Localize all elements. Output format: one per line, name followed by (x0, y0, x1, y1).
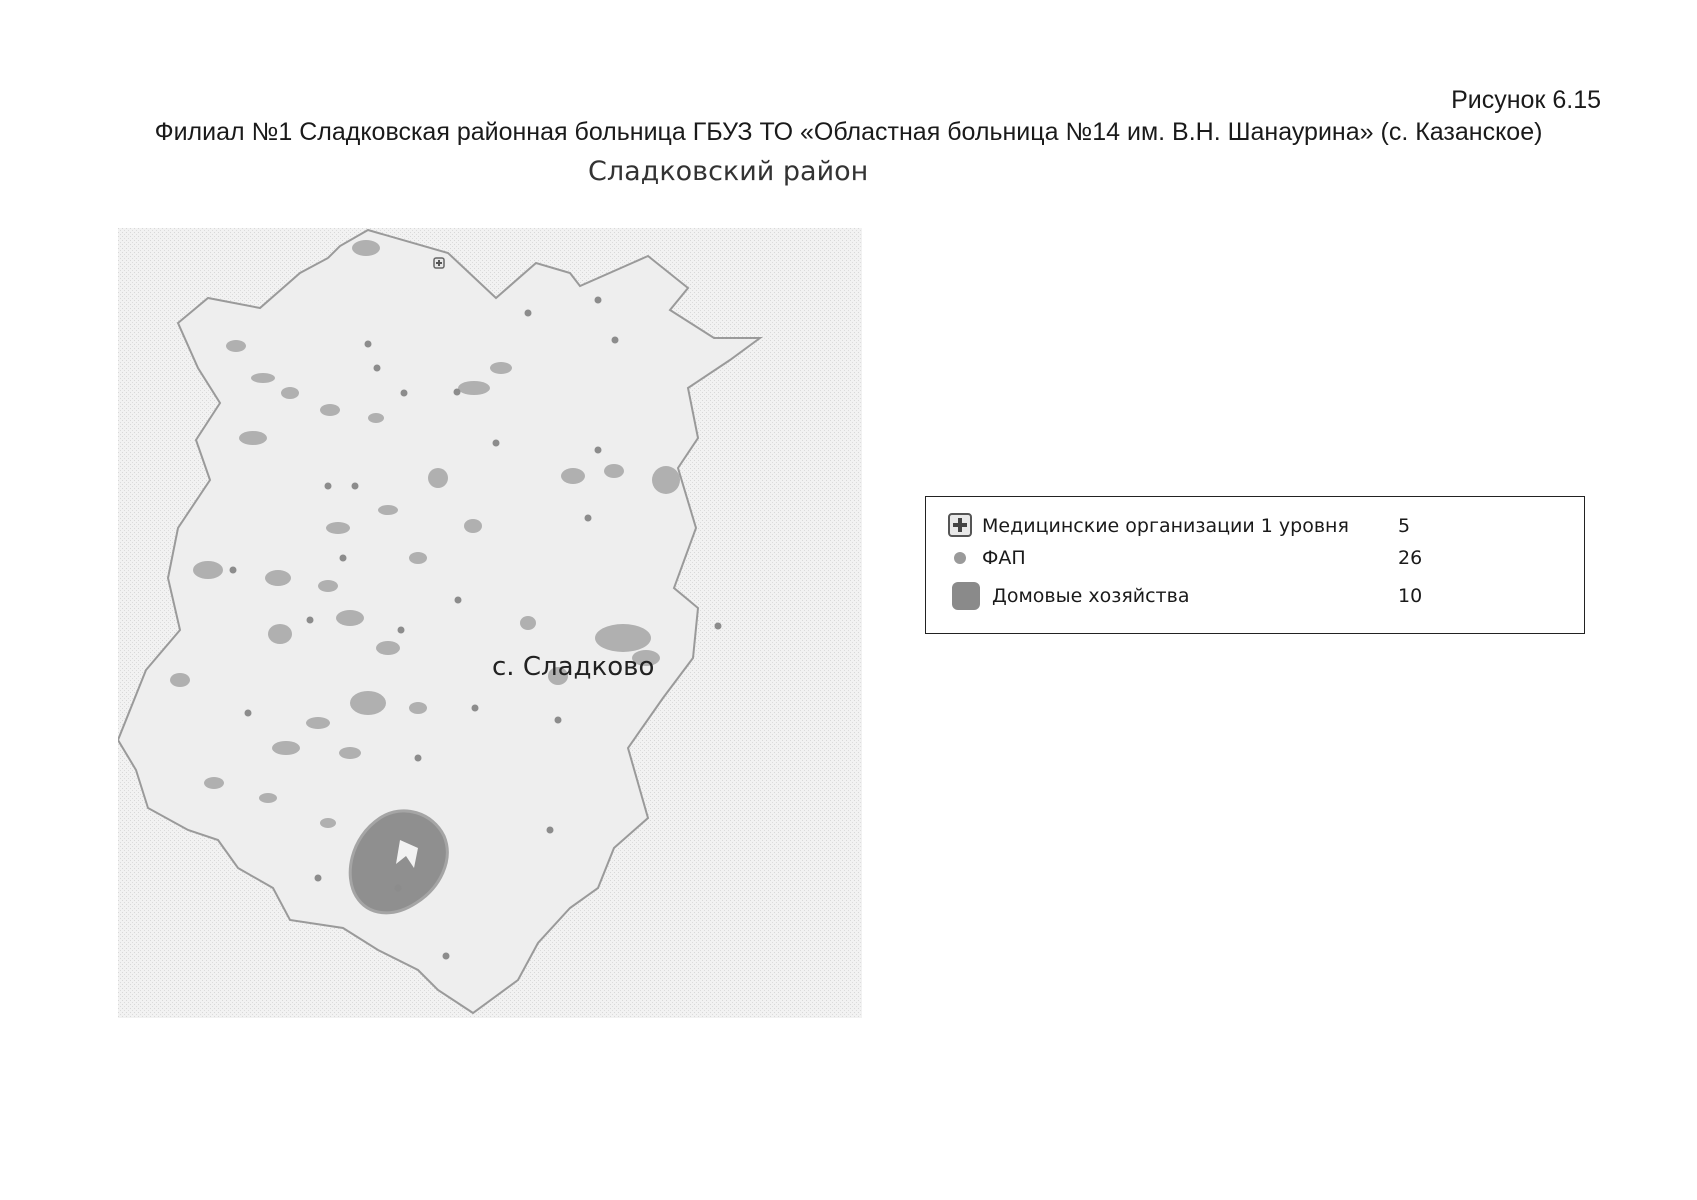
legend-value: 5 (1398, 515, 1411, 537)
district-map (118, 228, 862, 1018)
legend-value: 10 (1398, 585, 1423, 607)
legend-item-fap (926, 543, 1584, 573)
legend-item-medical (926, 511, 1584, 541)
medical-organization-marker (434, 258, 444, 268)
medical-cross-icon (948, 513, 972, 537)
village-label: с. Сладково (492, 652, 655, 682)
map-legend (925, 496, 1585, 634)
legend-item-households (926, 581, 1584, 611)
household-square-icon (952, 582, 980, 610)
map-title: Сладковский район (588, 156, 869, 187)
figure-number: Рисунок 6.15 (1451, 86, 1601, 114)
legend-label: Домовые хозяйства (992, 585, 1190, 607)
legend-label: Медицинские организации 1 уровня (982, 515, 1349, 537)
fap-dot-icon (954, 552, 966, 564)
district-map-svg (118, 228, 862, 1018)
legend-value: 26 (1398, 547, 1423, 569)
legend-label: ФАП (982, 547, 1026, 569)
figure-caption: Филиал №1 Сладковская районная больница ГБУЗ ТО «Областная больница №14 им. В.Н. Шанаурина» (с. Казанское) (154, 118, 1543, 146)
